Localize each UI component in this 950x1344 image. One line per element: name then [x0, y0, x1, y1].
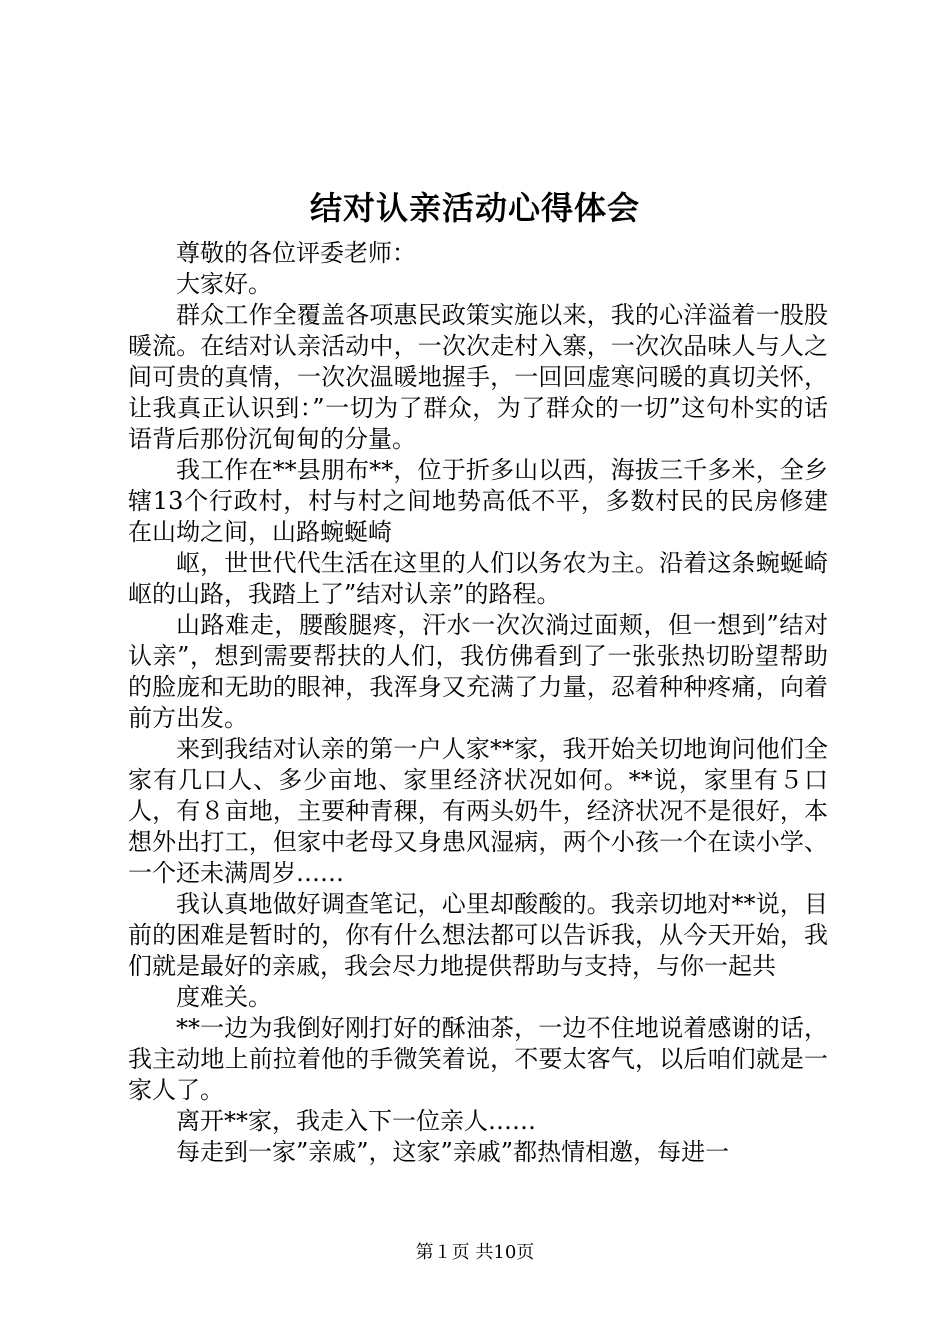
paragraph: 离开**家，我走入下一位亲人…… — [176, 1107, 536, 1135]
paragraph: 我认真地做好调查笔记，心里却酸酸的。我亲切地对**说，目前的困难是暂时的，你有什么想法都可以告诉我，从今天开始，我们就是最好的亲戚，我会尽力地提供帮助与支持，与你一起共 — [128, 890, 828, 980]
paragraph: 群众工作全覆盖各项惠民政策实施以来，我的心洋溢着一股股暖流。在结对认亲活动中，一次次走村入寨，一次次品味人与人之间可贵的真情，一次次温暖地握手，一回回虚寒问暖的真切关怀，让我真正认识到：”一切为了群众，为了群众的一切”这句朴实的话语背后那份沉甸甸的分量。 — [128, 301, 828, 453]
document-title: 结对认亲活动心得体会 — [309, 189, 640, 227]
paragraph: 岖，世世代代生活在这里的人们以务农为主。沿着这条蜿蜒崎岖的山路，我踏上了”结对认亲”的路程。 — [128, 549, 828, 608]
paragraph: 来到我结对认亲的第一户人家**家，我开始关切地询问他们全家有几口人、多少亩地、家里经济状况如何。**说，家里有５口人，有８亩地，主要种青稞，有两头奶牛，经济状况不是很好，本想外出打工，但家中老母又身患风湿病，两个小孩一个在读小学、一个还未满周岁…… — [128, 735, 828, 887]
page-footer: 第１页 共10页 — [415, 1242, 535, 1263]
document-body — [128, 238, 828, 1168]
paragraph: 每走到一家”亲戚”，这家”亲戚”都热情相邀，每进一 — [176, 1138, 730, 1166]
paragraph: 度难关。 — [176, 983, 272, 1011]
paragraph-greeting: 大家好。 — [176, 270, 272, 298]
paragraph: 山路难走，腰酸腿疼，汗水一次次淌过面颊，但一想到”结对认亲”，想到需要帮扶的人们，我仿佛看到了一张张热切盼望帮助的脸庞和无助的眼神，我浑身又充满了力量，忍着种种疼痛，向着前方出发。 — [128, 611, 828, 732]
paragraph: 我工作在**县朋布**，位于折多山以西，海拔三千多米，全乡辖13个行政村，村与村之间地势高低不平，多数村民的民房修建在山坳之间，山路蜿蜒崎 — [128, 456, 828, 546]
paragraph: **一边为我倒好刚打好的酥油茶，一边不住地说着感谢的话，我主动地上前拉着他的手微笑着说，不要太客气，以后咱们就是一家人了。 — [128, 1014, 828, 1104]
paragraph-salutation: 尊敬的各位评委老师： — [176, 239, 416, 267]
